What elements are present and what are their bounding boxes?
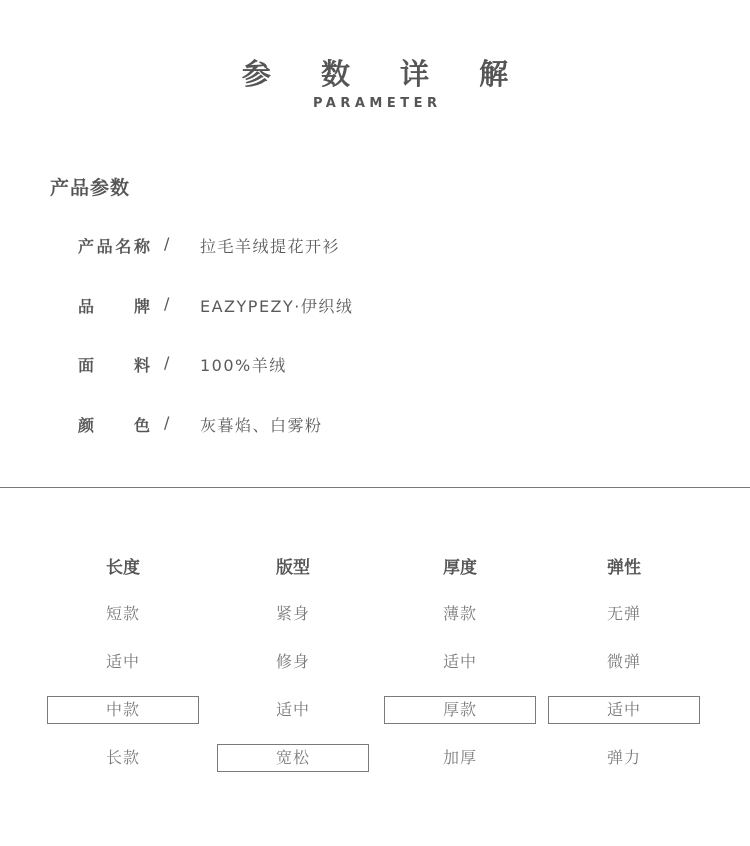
param-label-char: 颜 xyxy=(78,416,95,435)
param-value: 灰暮焰、白雾粉 xyxy=(200,416,323,435)
attribute-option: 加厚 xyxy=(442,748,477,767)
page-subtitle: PARAMETER xyxy=(312,96,442,111)
attribute-option-selected: 适中 xyxy=(548,696,700,724)
attribute-column xyxy=(217,556,369,767)
param-label-char: 牌 xyxy=(133,297,150,316)
attribute-column xyxy=(47,556,199,767)
page-title: 参 数 详 解 xyxy=(241,57,529,91)
attribute-option: 微弹 xyxy=(606,652,641,671)
param-label-char: 产 xyxy=(78,237,95,256)
attribute-option: 修身 xyxy=(275,652,310,671)
attribute-column xyxy=(548,556,700,767)
attribute-option: 长款 xyxy=(105,748,140,767)
attribute-option: 无弹 xyxy=(606,604,641,623)
attribute-option: 适中 xyxy=(105,652,140,671)
attribute-option: 紧身 xyxy=(275,604,310,623)
param-value: 100%羊绒 xyxy=(200,356,287,375)
param-label-char: 料 xyxy=(133,356,150,375)
param-separator: / xyxy=(164,413,170,432)
section-title-product-params: 产品参数 xyxy=(50,177,131,199)
attribute-option-selected: 中款 xyxy=(47,696,199,724)
attribute-option: 适中 xyxy=(442,652,477,671)
param-label xyxy=(78,353,150,376)
param-label xyxy=(78,294,150,317)
param-label-char: 品 xyxy=(96,237,113,256)
attribute-option: 适中 xyxy=(275,700,310,719)
attribute-option: 薄款 xyxy=(442,604,477,623)
attribute-option-selected: 宽松 xyxy=(217,744,369,772)
attribute-header: 弹性 xyxy=(607,558,641,578)
param-label-char: 面 xyxy=(78,356,95,375)
attribute-option: 短款 xyxy=(105,604,140,623)
attribute-header: 厚度 xyxy=(443,558,477,578)
attribute-option-selected: 厚款 xyxy=(384,696,536,724)
section-divider xyxy=(0,487,750,488)
attribute-option: 弹力 xyxy=(606,748,641,767)
param-value: 拉毛羊绒提花开衫 xyxy=(200,237,341,256)
attribute-header: 版型 xyxy=(276,558,310,578)
param-label-char: 称 xyxy=(133,237,150,256)
param-separator: / xyxy=(164,234,170,253)
param-label xyxy=(78,234,150,257)
param-label-char: 品 xyxy=(78,297,95,316)
param-separator: / xyxy=(164,294,170,313)
param-label-char: 名 xyxy=(115,237,132,256)
attribute-header: 长度 xyxy=(106,558,140,578)
param-value: EAZYPEZY·伊织绒 xyxy=(200,297,354,316)
param-label-char: 色 xyxy=(133,416,150,435)
param-label xyxy=(78,413,150,436)
attribute-column xyxy=(384,556,536,767)
param-separator: / xyxy=(164,353,170,372)
